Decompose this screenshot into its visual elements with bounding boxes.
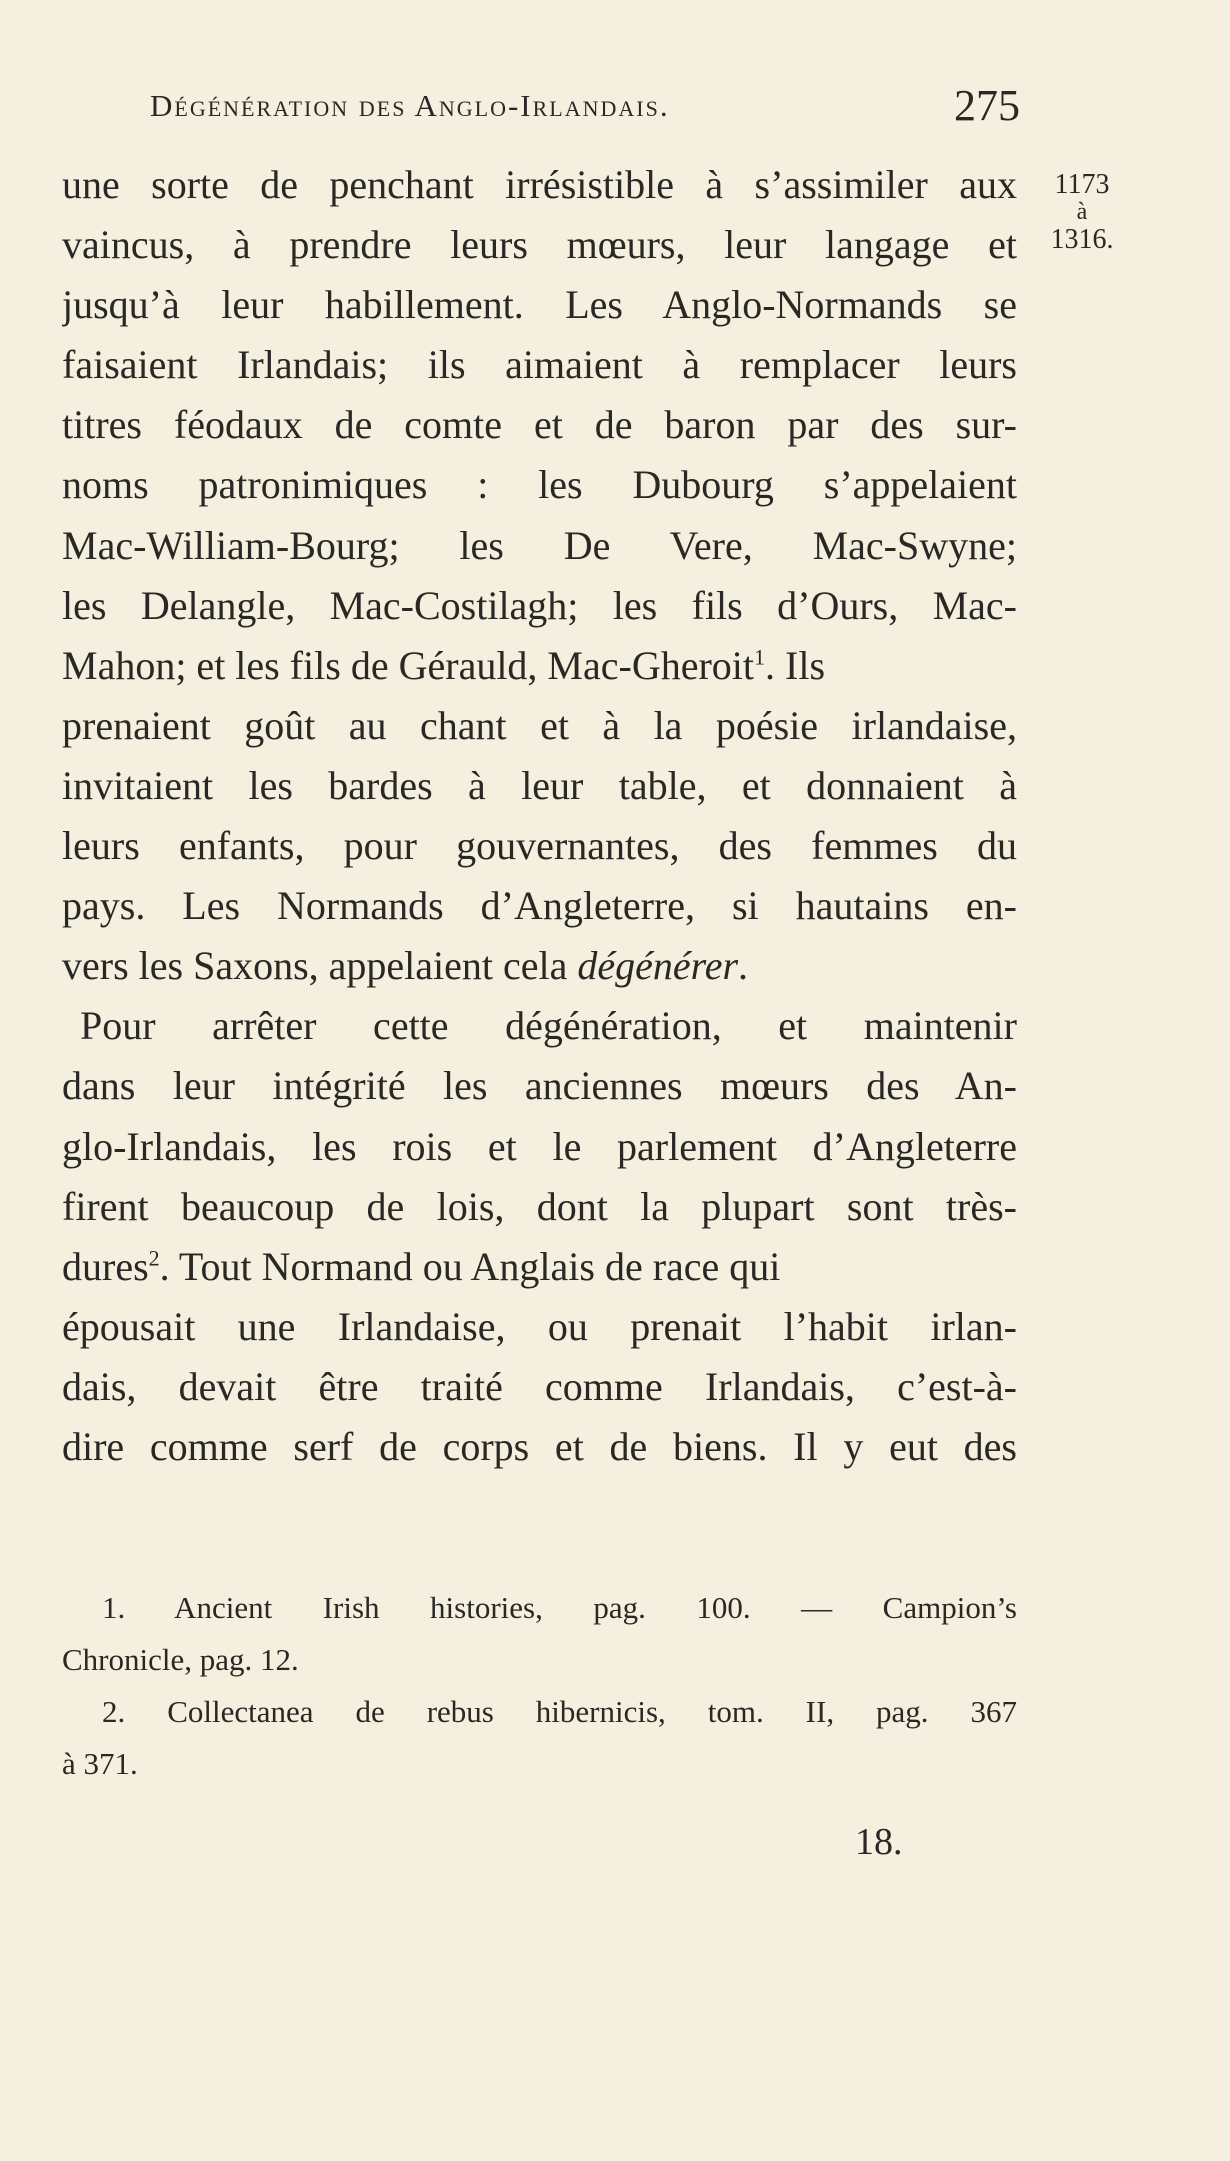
text-line: les Delangle, Mac-Costilagh; les fils d’Ours, Mac-: [62, 582, 1017, 628]
text-line: Mac-William-Bourg; les De Vere, Mac-Swyne;: [62, 522, 1017, 568]
text-line: prenaient goût au chant et à la poésie irlandaise,: [62, 702, 1017, 748]
text-line: pays. Les Normands d’Angleterre, si hautains en-: [62, 883, 1017, 929]
footnote-1-cont: Chronicle, pag. 12.: [62, 1642, 299, 1677]
page-number: 275: [954, 81, 1020, 130]
margin-date-to: 1316.: [1050, 224, 1114, 255]
footnote-2: 2. Collectanea de rebus hibernicis, tom. II, pag. 367: [102, 1694, 1017, 1729]
text-segment: dures: [62, 1243, 149, 1289]
footnote-1: 1. Ancient Irish histories, pag. 100. — Campion’s: [102, 1590, 1017, 1625]
margin-date-sep: à: [1076, 199, 1088, 225]
margin-date-from: 1173: [1054, 169, 1110, 200]
footnotes: [62, 1582, 1017, 1790]
text-line: dais, devait être traité comme Irlandais, c’est-à-: [62, 1363, 1017, 1409]
text-line: Pour arrêter cette dégénération, et maintenir: [80, 1003, 1017, 1049]
text-line: dans leur intégrité les anciennes mœurs des An-: [62, 1063, 1017, 1109]
margin-date-range: [1032, 168, 1132, 256]
text-line: noms patronimiques : les Dubourg s’appelaient: [62, 462, 1017, 508]
text-line: vaincus, à prendre leurs mœurs, leur langage et: [62, 222, 1017, 268]
footnote-ref-1: 1: [754, 644, 766, 670]
text-line: glo-Irlandais, les rois et le parlement d’Angleterre: [62, 1123, 1017, 1169]
text-segment: .: [738, 943, 749, 989]
text-line: titres féodaux de comte et de baron par des sur-: [62, 402, 1017, 448]
text-line: [62, 1237, 1017, 1297]
text-segment: Mahon; et les fils de Gérauld, Mac-Gheroit: [62, 642, 755, 688]
running-title: Dégénération des Anglo-Irlandais.: [150, 88, 670, 123]
footnote-ref-2: 2: [148, 1245, 160, 1271]
text-segment: . Tout Normand ou Anglais de race qui: [159, 1243, 781, 1289]
main-text: [62, 155, 1017, 1477]
footnote-2-cont: à 371.: [62, 1746, 138, 1781]
text-segment: . Ils: [765, 642, 826, 688]
text-line: épousait une Irlandaise, ou prenait l’habit irlan-: [62, 1303, 1017, 1349]
italic-term: dégénérer: [577, 943, 739, 989]
text-line: jusqu’à leur habillement. Les Anglo-Normands se: [62, 282, 1017, 328]
text-line: [62, 636, 1017, 696]
text-line: [62, 936, 1017, 996]
text-line: une sorte de penchant irrésistible à s’assimiler aux: [62, 162, 1017, 207]
text-segment: vers les Saxons, appelaient cela: [62, 943, 568, 989]
text-line: firent beaucoup de lois, dont la plupart sont très-: [62, 1183, 1017, 1229]
signature-mark: 18.: [855, 1821, 903, 1863]
text-line: invitaient les bardes à leur table, et donnaient à: [62, 762, 1017, 808]
text-line: faisaient Irlandais; ils aimaient à remplacer leurs: [62, 342, 1017, 388]
text-line: leurs enfants, pour gouvernantes, des femmes du: [62, 823, 1017, 869]
running-head: [150, 81, 1020, 130]
text-line: dire comme serf de corps et de biens. Il y eut des: [62, 1423, 1017, 1469]
